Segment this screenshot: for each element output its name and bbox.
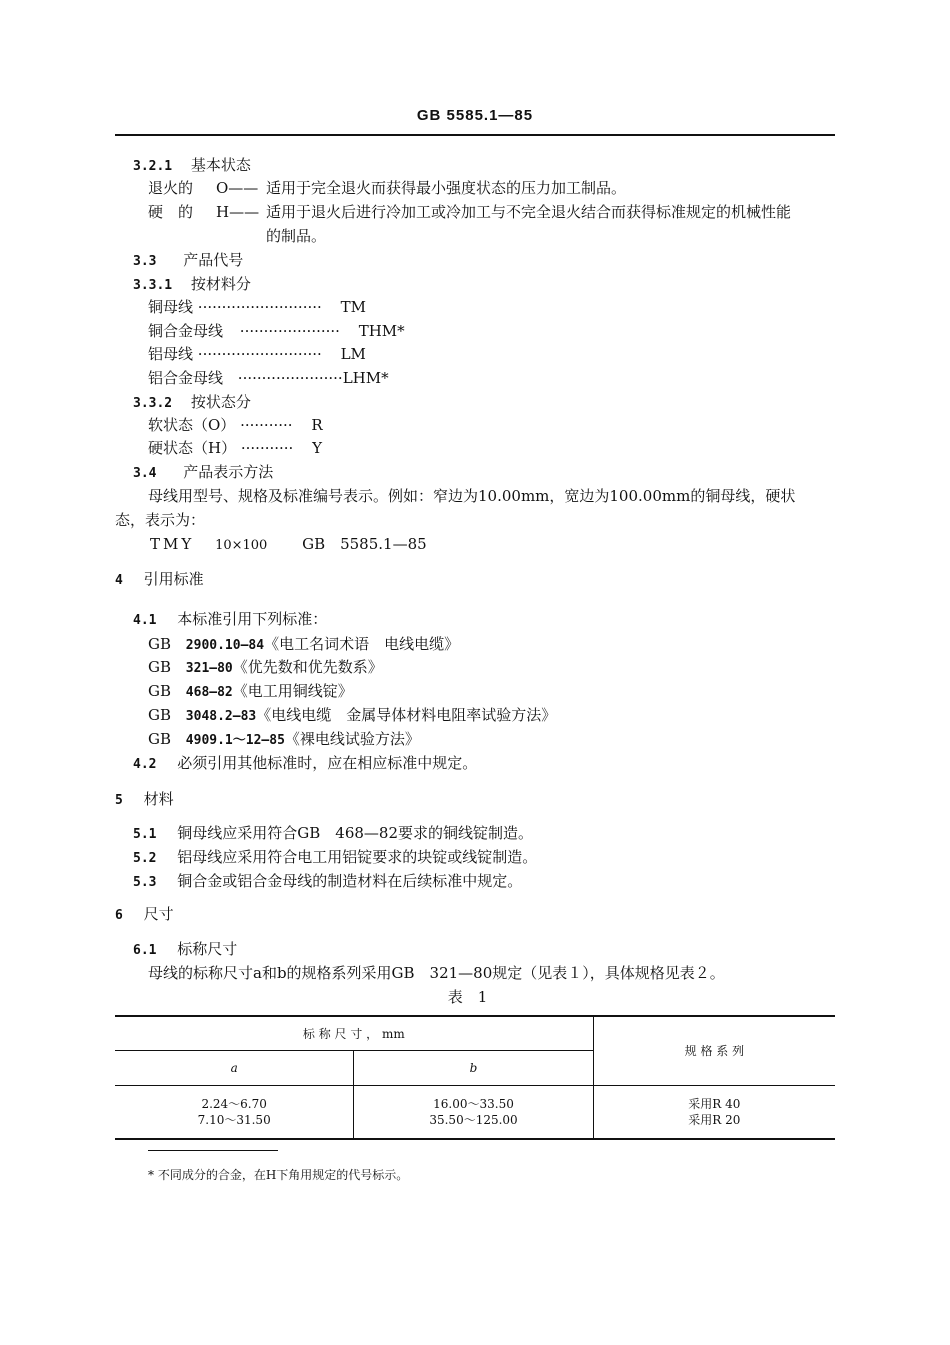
section-title: 本标准引用下列标准： (177, 610, 328, 628)
section-title: 引用标准 (143, 570, 204, 588)
header-series: 规 格 系 列 (593, 1016, 835, 1086)
section-title: 产品表示方法 (183, 463, 274, 481)
section-4-heading (115, 572, 204, 587)
state-o-text: 适用于完全退火而获得最小强度状态的压力加工制品。 (266, 179, 627, 197)
item-name: 铝合金母线 (148, 369, 224, 387)
cell-a (115, 1086, 354, 1140)
section-title: 尺寸 (143, 905, 174, 923)
cell-series (593, 1086, 835, 1140)
section-6-1-heading (133, 942, 237, 957)
table-row (115, 1086, 835, 1140)
example-designation (150, 537, 427, 552)
cell-value: 35.50～125.00 (429, 1113, 518, 1127)
item-code: LM (340, 345, 366, 363)
section-3-3-1-heading (133, 277, 251, 292)
section-text: 铝母线应采用符合电工用铝锭要求的块锭或线锭制造。 (177, 848, 538, 866)
section-title: 基本状态 (190, 156, 251, 174)
footnote: * 不同成分的合金，在H下角用规定的代号标示。 (148, 1168, 409, 1182)
example-model: TMY (150, 535, 195, 553)
section-number: 6.1 (133, 943, 157, 958)
item-name: 铝母线 (148, 345, 194, 363)
section-3-3-2-heading (133, 395, 251, 410)
table-header-row-1 (115, 1016, 835, 1051)
section-4-2-heading (133, 756, 477, 771)
section-6-1-text: 母线的标称尺寸a和b的规格系列采用GB 321—80规定（见表１），具体规格见表２。 (148, 964, 725, 982)
section-number: 5.3 (133, 875, 157, 890)
section-text: 铜母线应采用符合GB 468—82要求的铜线锭制造。 (177, 824, 533, 842)
ref-gb: GB (148, 658, 172, 676)
section-title: 按状态分 (190, 393, 251, 411)
ref-code: 4909.1～12—85 (185, 733, 285, 748)
list-item-material-1 (148, 300, 366, 315)
state-h-label: 硬 的 (148, 203, 194, 221)
item-name: 软状态（O） (148, 416, 236, 434)
ref-name: 《电工名词术语 电线电缆》 (264, 635, 460, 653)
state-h-code: H—— (216, 203, 260, 221)
section-title: 材料 (143, 790, 174, 808)
state-o-label: 退火的 (148, 179, 194, 197)
page-header: GB 5585.1—85 (416, 107, 534, 124)
section-number: 4 (115, 573, 123, 588)
footnote-rule (148, 1150, 278, 1151)
section-number: 3.3.1 (133, 278, 173, 293)
cell-value: 采用R 40 (688, 1097, 741, 1111)
section-number: 4.1 (133, 613, 157, 628)
ref-name: 《电工用铜线锭》 (232, 682, 353, 700)
section-title: 标称尺寸 (177, 940, 238, 958)
section-number: 4.2 (133, 757, 157, 772)
section-number: 5.1 (133, 827, 157, 842)
section-4-1-heading (133, 612, 327, 627)
list-item-state-1 (148, 418, 323, 433)
section-5-heading (115, 792, 174, 807)
section-3-2-1-heading (133, 158, 251, 173)
section-number: 3.3.2 (133, 396, 173, 411)
leader-dots: ·························· (197, 345, 322, 363)
section-number: 3.2.1 (133, 159, 173, 174)
list-item-material-4 (148, 371, 389, 386)
leader-dots: ·························· (197, 298, 322, 316)
reference-item-1 (148, 637, 459, 652)
reference-item-4 (148, 708, 556, 723)
item-code: THM* (358, 322, 405, 340)
leader-dots: ····················· (239, 322, 340, 340)
section-number: 6 (115, 908, 123, 923)
section-3-4-heading (133, 465, 273, 480)
section-5-2 (133, 850, 537, 865)
ref-code: 3048.2—83 (185, 709, 257, 724)
leader-dots: ··········· (240, 416, 293, 434)
ref-code: 468—82 (185, 685, 233, 700)
section-5-1 (133, 826, 533, 841)
ref-gb: GB (148, 635, 172, 653)
header-nominal: 标 称 尺 寸 ， mm (115, 1016, 593, 1051)
leader-dots: ······················ (237, 369, 343, 387)
reference-item-2 (148, 660, 383, 675)
section-number: 3.3 (133, 254, 157, 269)
section-3-3-heading (133, 253, 243, 268)
ref-gb: GB (148, 706, 172, 724)
section-text: 铜合金或铝合金母线的制造材料在后续标准中规定。 (177, 872, 523, 890)
item-code: Y (312, 439, 323, 457)
ref-gb: GB (148, 682, 172, 700)
section-number: 5 (115, 793, 123, 808)
state-o-code: O—— (216, 179, 259, 197)
ref-code: 321—80 (185, 661, 233, 676)
spec-table (115, 1015, 835, 1140)
cell-value: 采用R 20 (688, 1113, 741, 1127)
cell-value: 7.10～31.50 (197, 1113, 271, 1127)
state-h-text-line1: 适用于退火后进行冷加工或冷加工与不完全退火结合而获得标准规定的机械性能 (266, 203, 792, 221)
section-5-3 (133, 874, 522, 889)
state-h-text-line2: 的制品。 (266, 227, 327, 245)
ref-name: 《优先数和优先数系》 (232, 658, 383, 676)
item-code: R (311, 416, 323, 434)
list-item-material-3 (148, 347, 366, 362)
header-rule (115, 134, 835, 136)
section-6-heading (115, 907, 174, 922)
example-standard: GB 5585.1—85 (302, 535, 427, 553)
ref-name: 《电线电缆 金属导体材料电阻率试验方法》 (256, 706, 557, 724)
ref-code: 2900.10—84 (185, 638, 265, 653)
ref-name: 《裸电线试验方法》 (284, 730, 420, 748)
example-size: 10×100 (215, 538, 268, 553)
section-3-4-text-line2: 态，表示为： (115, 511, 206, 529)
item-code: LHM* (342, 369, 389, 387)
list-item-state-2 (148, 441, 322, 456)
section-number: 3.4 (133, 466, 157, 481)
reference-item-5 (148, 732, 420, 747)
table-caption: 表 1 (447, 988, 488, 1006)
item-name: 铜合金母线 (148, 322, 224, 340)
item-code: TM (340, 298, 366, 316)
header-a: a (115, 1051, 354, 1086)
reference-item-3 (148, 684, 353, 699)
header-b: b (354, 1051, 593, 1086)
cell-value: 2.24～6.70 (201, 1097, 267, 1111)
cell-value: 16.00～33.50 (433, 1097, 514, 1111)
item-name: 硬状态（H） (148, 439, 237, 457)
leader-dots: ··········· (240, 439, 294, 457)
section-title: 按材料分 (190, 275, 251, 293)
section-title: 产品代号 (183, 251, 244, 269)
cell-b (354, 1086, 593, 1140)
section-number: 5.2 (133, 851, 157, 866)
list-item-material-2 (148, 324, 405, 339)
section-title: 必须引用其他标准时，应在相应标准中规定。 (177, 754, 478, 772)
section-3-4-text-line1: 母线用型号、规格及标准编号表示。例如：窄边为10.00mm，宽边为100.00mm的铜母线，硬状 (148, 487, 796, 505)
ref-gb: GB (148, 730, 172, 748)
item-name: 铜母线 (148, 298, 194, 316)
